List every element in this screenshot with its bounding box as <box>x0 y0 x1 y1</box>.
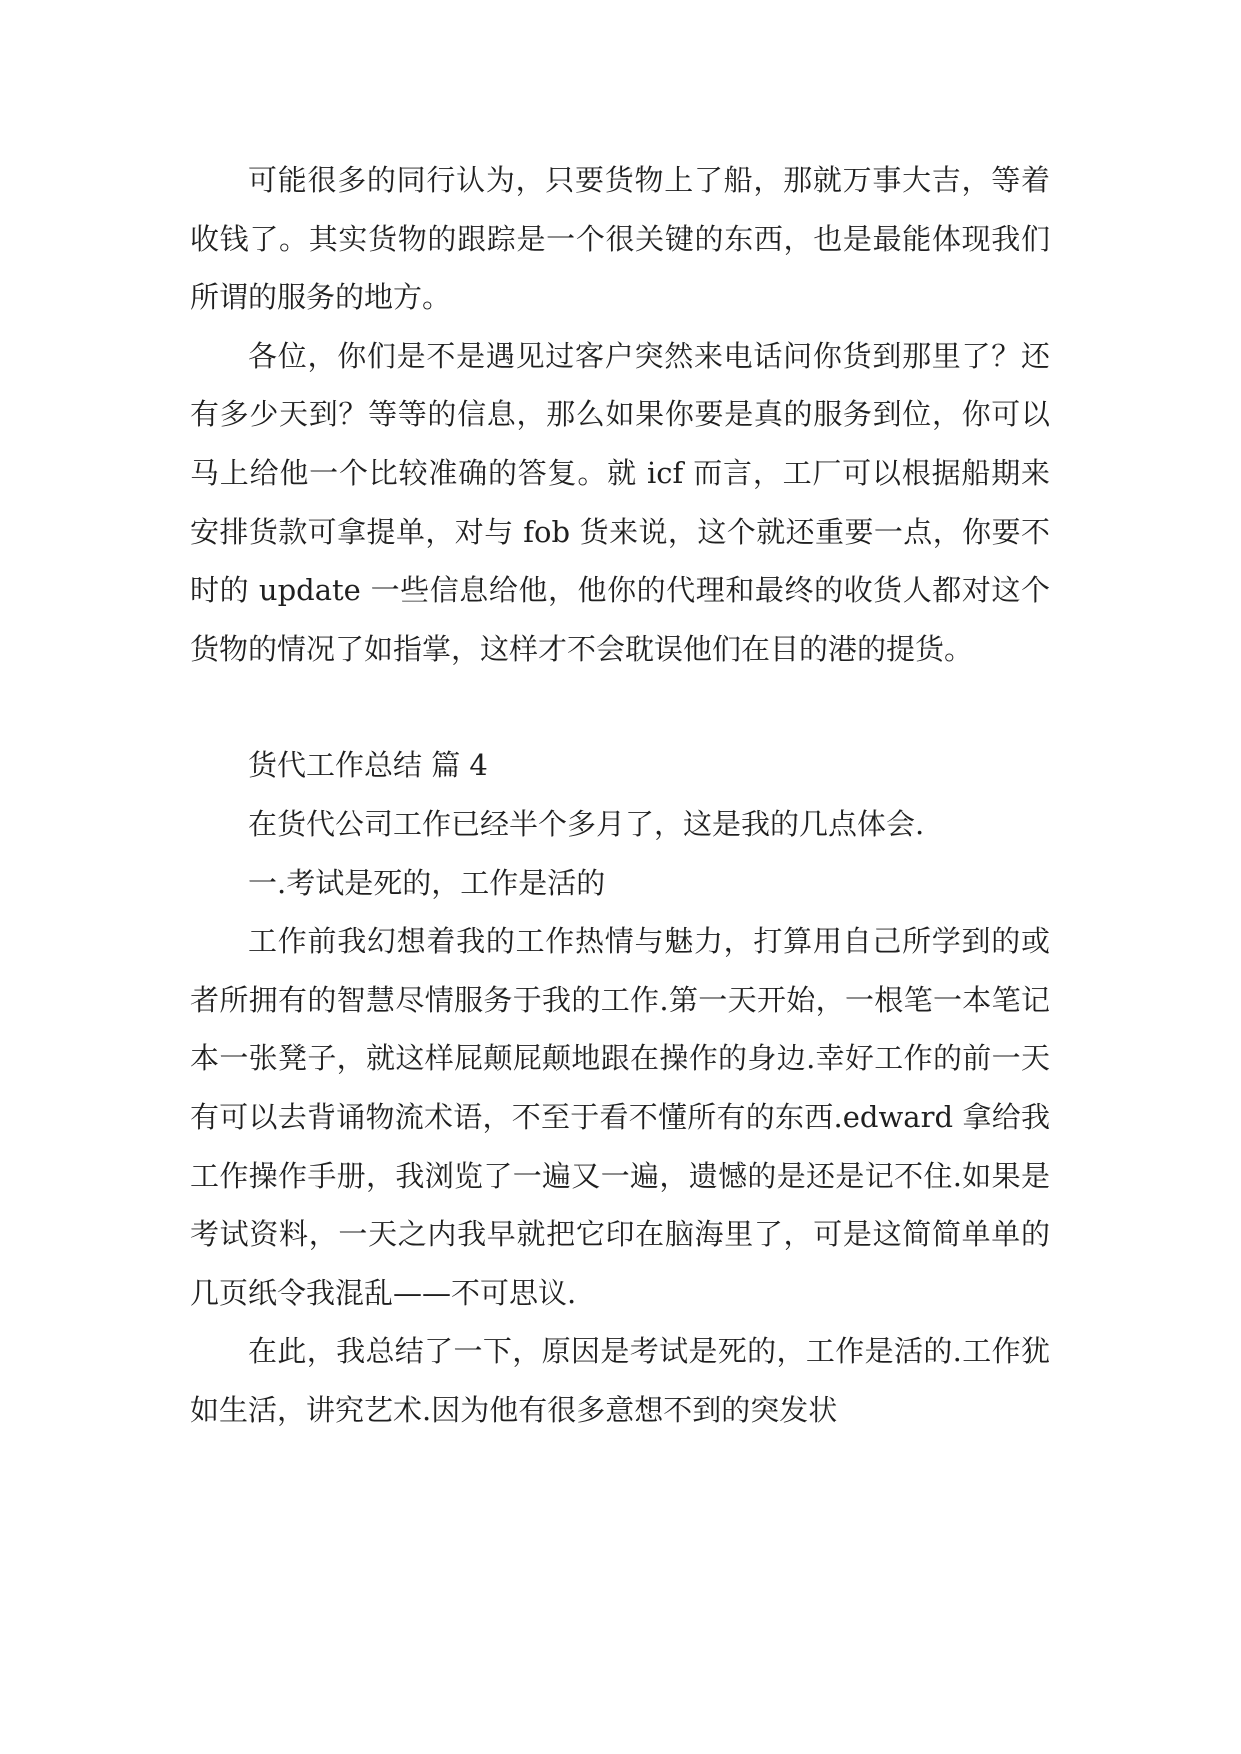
paragraph-point-one-title: 一.考试是死的，工作是活的 <box>248 865 606 900</box>
paragraph-intro: 在货代公司工作已经半个多月了，这是我的几点体会. <box>248 806 925 841</box>
paragraph-cargo-tracking: 可能很多的同行认为，只要货物上了船，那就万事大吉，等着收钱了。其实货物的跟踪是一个很关键的东西，也是最能体现我们所谓的服务的地方。 <box>190 163 1050 315</box>
paragraph-first-day: 工作前我幻想着我的工作热情与魅力，打算用自己所学到的或者所拥有的智慧尽情服务于我的工作.第一天开始，一根笔一本笔记本一张凳子，就这样屁颠屁颠地跟在操作的身边.幸好工作的前一天有可以去背诵物流术语，不至于看不懂所有的东西.edward 拿给我工作操作手册，我浏览了一遍又一遍，遗憾的是还是记不住.如果是考试资料，一天之内我早就把它印在脑海里了，可是这简简单单的几页纸令我混乱——不可思议. <box>190 924 1050 1310</box>
paragraph-customer-inquiry: 各位，你们是不是遇见过客户突然来电话问你货到那里了？还有多少天到？等等的信息，那么如果你要是真的服务到位，你可以马上给他一个比较准确的答复。就 icf 而言，工厂可以根据船期来安排货款可拿提单，对与 fob 货来说，这个就还重要一点，你要不时的 update 一些信息给他，他你的代理和最终的收货人都对这个货物的情况了如指掌，这样才不会耽误他们在目的港的提货。 <box>190 338 1050 666</box>
document-body <box>190 151 1050 1439</box>
section-heading: 货代工作总结 篇 4 <box>248 748 488 783</box>
paragraph-summary: 在此，我总结了一下，原因是考试是死的，工作是活的.工作犹如生活，讲究艺术.因为他有很多意想不到的突发状 <box>190 1334 1050 1427</box>
